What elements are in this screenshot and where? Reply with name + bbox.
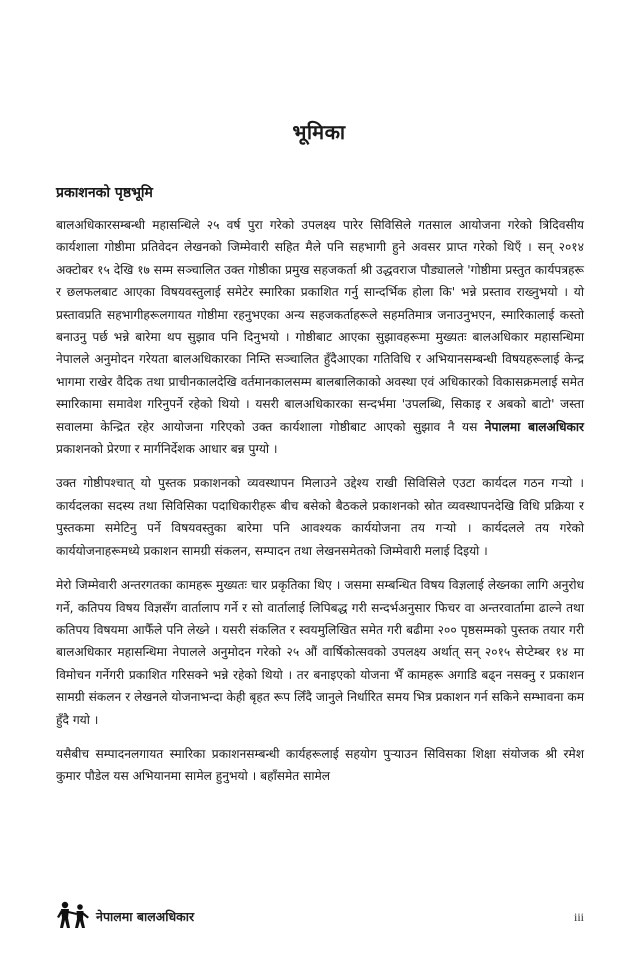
page-footer: [56, 896, 584, 936]
section-heading: प्रकाशनको पृष्ठभूमि: [56, 185, 153, 201]
paragraph-1-text: बालअधिकारसम्बन्धी महासन्धिले २५ वर्ष पुरा गरेको उपलक्ष्य पारेर सिविसिले गतसाल आयोजना गरेको त्रिदिवसीय कार्यशाला गोष्ठीमा प्रतिवेदन लेखनको जिम्मेवारी सहित मैले पनि सहभागी हुने अवसर प्राप्त गरेको थिएँ । सन् २०१४ अक्टोबर १५ देखि १७ सम्म सञ्चालित उक्त गोष्ठीका प्रमुख सहजकर्ता श्री उद्धवराज पौड्यालले 'गोष्ठीमा प्रस्तुत कार्यपत्रहरू र छलफलबाट आएका विषयवस्तुलाई समेटेर स्मारिका प्रकाशित गर्नु सान्दर्भिक होला कि' भन्ने प्रस्ताव राख्नुभयो । यो प्रस्तावप्रति सहभागीहरूलगायत गोष्ठीमा रहनुभएका अन्य सहजकर्ताहरूले सहमतिमात्र जनाउनुभएन, स्मारिकालाई कस्तो बनाउनु पर्छ भन्ने बारेमा थप सुझाव पनि दिनुभयो । गोष्ठीबाट आएका सुझावहरूमा मुख्यतः बालअधिकार महासन्धिमा नेपालले अनुमोदन गरेयता बालअधिकारका निम्ति सञ्चालित हुँदैआएका गतिविधि र अभियानसम्बन्धी विषयहरूलाई केन्द्र भागमा राखेर वैदिक तथा प्राचीनकालदेखि वर्तमानकालसम्म बालबालिकाको अवस्था एवं अधिकारको विकासक्रमलाई समेत स्मारिकामा समावेश गरिनुपर्ने रहेको थियो । यसरी बालअधिकारका सन्दर्भमा 'उपलब्धि, सिकाइ र अबको बाटो' जस्ता सवालमा केन्द्रित रहेर आयोजना गरिएको उक्त कार्यशाला गोष्ठीबाट आएको सुझाव नै यस: [56, 218, 584, 434]
footer-label: नेपालमा बालअधिकार: [96, 909, 195, 924]
paragraph-1: [56, 214, 584, 460]
paragraph-1-text-end: प्रकाशनको प्रेरणा र मार्गनिर्देशक आधार बन्न पुग्यो ।: [56, 442, 278, 457]
page-title: भूमिका: [292, 120, 346, 144]
children-figures-logo-icon: [56, 900, 92, 930]
page-number: iii: [573, 910, 584, 924]
paragraph-3: मेरो जिम्मेवारी अन्तरगतका कामहरू मुख्यतः चार प्रकृतिका थिए । जसमा सम्बन्धित विषय विज्ञलाई लेख्नका लागि अनुरोध गर्ने, कतिपय विषय विज्ञसँग वार्तालाप गर्ने र सो वार्तालाई लिपिबद्ध गरी सन्दर्भअनुसार फिचर वा अन्तरवार्तामा ढाल्ने तथा कतिपय विषयमा आफैँले पनि लेख्ने । यसरी संकलित र स्वयमुलिखित समेत गरी बढीमा २०० पृष्ठसम्मको पुस्तक तयार गरी बालअधिकार महासन्धिमा नेपालले अनुमोदन गरेको २५ औं वार्षिकोत्सवको उपलक्ष्य अर्थात् सन् २०१५ सेप्टेम्बर १४ मा विमोचन गर्नेगरी प्रकाशित गरिसक्ने भन्ने रहेको थियो । तर बनाइएको योजना भैँ कामहरू अगाडि बढ्न नसक्नु र प्रकाशन सामग्री संकलन र लेखनले योजनाभन्दा केही बृहत रूप लिँदै जानुले निर्धारित समय भित्र प्रकाशन गर्न सकिने सम्भावना कम हुँदै गयो ।: [56, 578, 584, 727]
paragraph-1-emphasis: नेपालमा बालअधिकार: [484, 419, 584, 434]
paragraph-4: यसैबीच सम्पादनलगायत स्मारिका प्रकाशनसम्बन्धी कार्यहरूलाई सहयोग पुऱ्याउन सिविसका शिक्षा संयोजक श्री रमेश कुमार पौडेल यस अभियानमा सामेल हुनुभयो । बहाँसमेत सामेल: [56, 746, 584, 784]
paragraph-2: उक्त गोष्ठीपश्चात् यो पुस्तक प्रकाशनको व्यवस्थापन मिलाउने उद्देश्य राखी सिविसिले एउटा कार्यदल गठन गऱ्यो । कार्यदलका सदस्य तथा सिविसिका पदाधिकारीहरू बीच बसेको बैठकले प्रकाशनको स्रोत व्यवस्थापनदेखि विधि प्रक्रिया र पुस्तकमा समेटिनु पर्ने विषयवस्तुका बारेमा पनि आवश्यक कार्ययोजना तय गऱ्यो । कार्यदलले तय गरेको कार्ययोजनाहरूमध्ये प्रकाशन सामग्री संकलन, सम्पादन तथा लेखनसमेतको जिम्मेवारी मलाई दिइयो ।: [56, 476, 584, 558]
body-text: [56, 214, 584, 800]
